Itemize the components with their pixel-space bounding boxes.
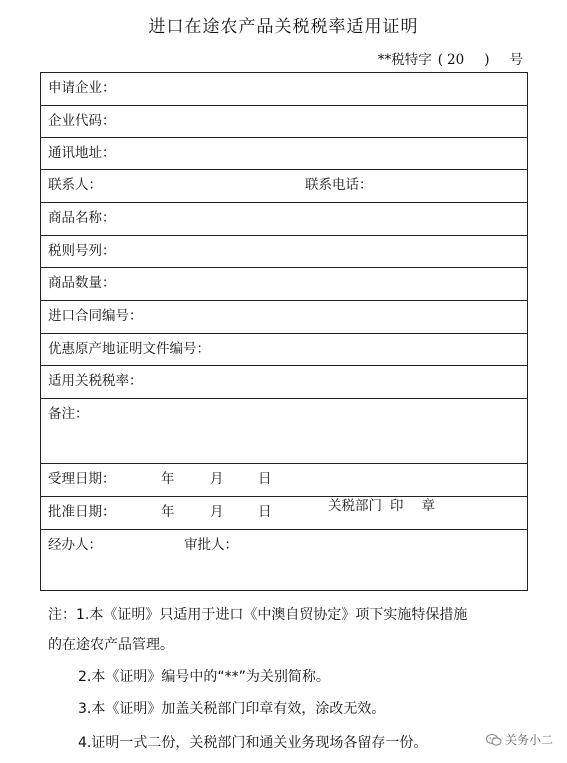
row-applicant	[41, 73, 527, 106]
label-approver: 审批人：	[184, 537, 238, 553]
doc-number-year: 20	[447, 52, 465, 68]
row-signatures	[41, 530, 527, 592]
accept-date-day: 日	[258, 471, 272, 487]
label-approve-date: 批准日期：	[48, 504, 116, 520]
label-company-code: 企业代码：	[48, 113, 116, 129]
label-contract-no: 进口合同编号：	[48, 308, 143, 324]
note-1-line-1: 注：1.本《证明》只适用于进口《中澳自贸协定》项下实施特保措施	[48, 607, 468, 623]
row-contact	[41, 170, 527, 203]
label-remarks: 备注：	[48, 406, 89, 422]
certificate-form	[40, 72, 528, 591]
note-1-line-2: 的在途农产品管理。	[48, 637, 174, 653]
wechat-icon	[486, 733, 502, 747]
label-accept-date: 受理日期：	[48, 471, 116, 487]
approve-date-year: 年	[161, 504, 175, 520]
label-address: 通讯地址：	[48, 145, 116, 161]
stamp-seal-2: 章	[421, 498, 435, 514]
doc-number-prefix: **税特字	[377, 52, 432, 68]
accept-date-month: 月	[210, 471, 224, 487]
row-address	[41, 138, 527, 170]
label-product-name: 商品名称：	[48, 210, 116, 226]
row-accept-date	[41, 464, 527, 497]
row-tariff-rate	[41, 366, 527, 399]
row-origin-cert-no	[41, 334, 527, 366]
note-2: 2.本《证明》编号中的“**”为关别简称。	[78, 669, 330, 685]
row-company-code	[41, 106, 527, 138]
stamp-seal-1: 印	[390, 498, 404, 514]
label-tariff-no: 税则号列：	[48, 243, 116, 259]
label-handler: 经办人：	[48, 537, 102, 553]
row-approve-date	[41, 497, 527, 530]
row-remarks	[41, 399, 527, 464]
approve-date-day: 日	[258, 504, 272, 520]
label-quantity: 商品数量：	[48, 275, 116, 291]
doc-number-close-paren: )	[484, 52, 490, 68]
document-title: 进口在途农产品关税税率适用证明	[148, 17, 419, 37]
row-quantity	[41, 268, 527, 301]
watermark-text: 关务小二	[504, 733, 553, 747]
note-4: 4.证明一式二份，关税部门和通关业务现场各留存一份。	[78, 735, 428, 751]
note-3: 3.本《证明》加盖关税部门印章有效，涂改无效。	[78, 701, 386, 717]
watermark	[486, 731, 553, 748]
doc-number-open-paren: (	[437, 52, 444, 68]
approve-date-month: 月	[210, 504, 224, 520]
label-origin-cert-no: 优惠原产地证明文件编号：	[48, 341, 210, 357]
row-tariff-no	[41, 236, 527, 268]
row-contract-no	[41, 301, 527, 334]
label-tariff-rate: 适用关税税率：	[48, 373, 143, 389]
document-number	[378, 48, 523, 68]
stamp-dept: 关税部门	[328, 498, 382, 514]
label-phone: 联系电话：	[305, 177, 373, 193]
label-applicant: 申请企业：	[48, 80, 116, 96]
label-contact: 联系人：	[48, 177, 102, 193]
doc-number-suffix: 号	[509, 52, 523, 68]
accept-date-year: 年	[161, 471, 175, 487]
customs-stamp-line	[328, 494, 435, 514]
row-product-name	[41, 203, 527, 236]
